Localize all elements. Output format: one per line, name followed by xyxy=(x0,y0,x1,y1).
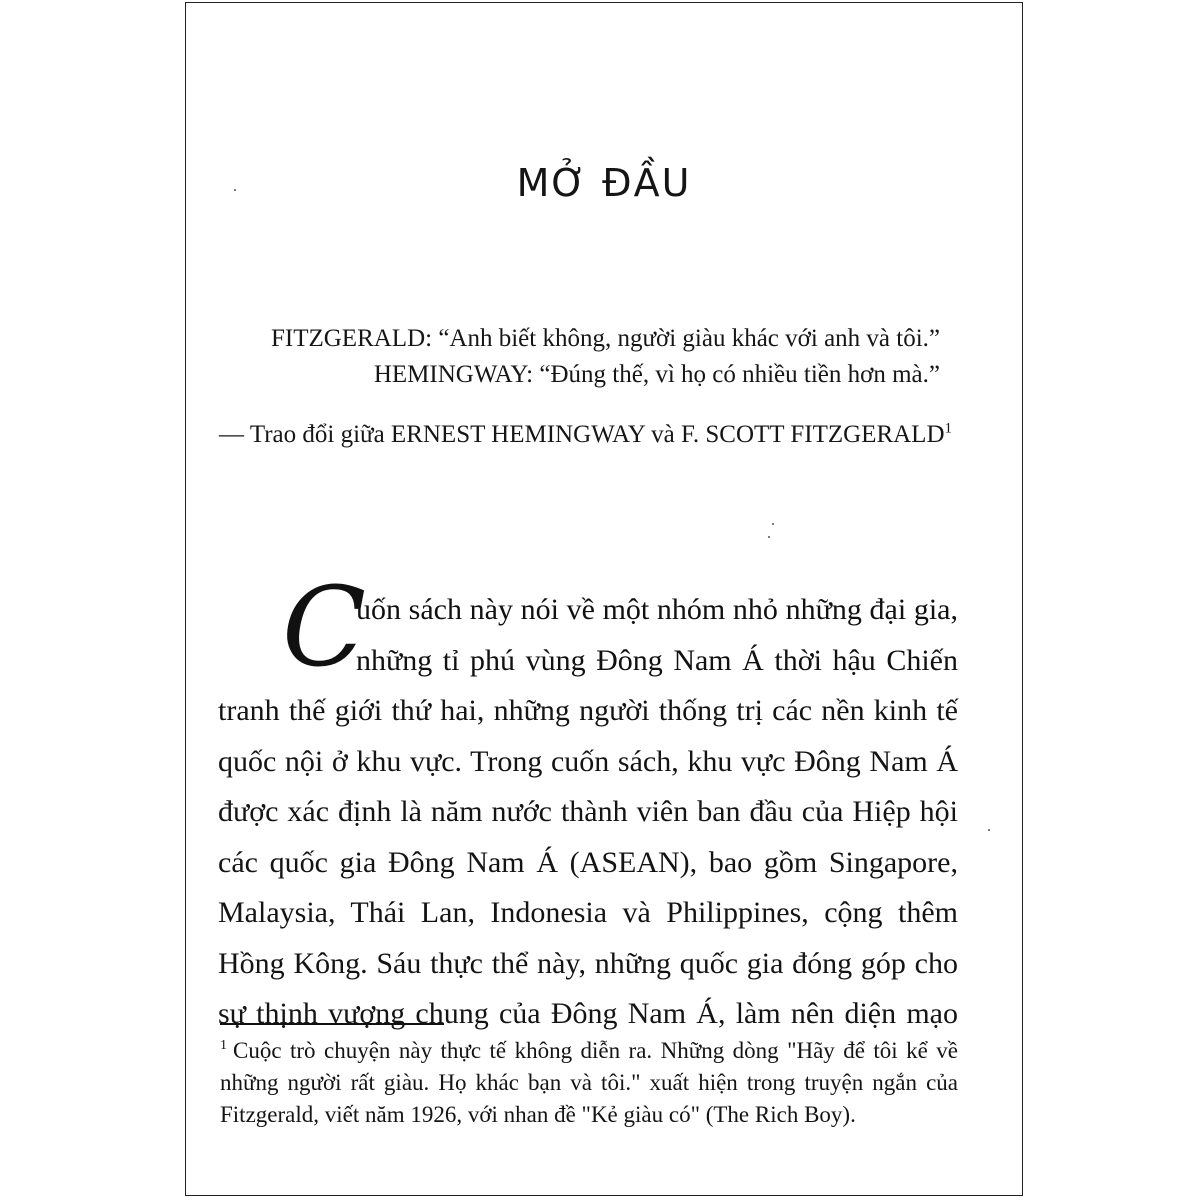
epigraph xyxy=(271,321,940,393)
body-line: Malaysia, Thái Lan, Indonesia và Philippines, cộng thêm xyxy=(218,896,958,929)
footnote-divider xyxy=(220,1023,444,1025)
body-line: tranh thế giới thứ hai, những người thống trị các nền kinh tế xyxy=(218,694,958,727)
attribution-footnote-mark: 1 xyxy=(944,420,952,437)
footnote xyxy=(220,1035,958,1131)
footnote-line: những người rất giàu. Họ khác bạn và tôi." xuất hiện trong truyện ngắn của xyxy=(220,1070,958,1095)
body-line: sự thịnh vượng chung của Đông Nam Á, làm nên diện mạo xyxy=(218,997,958,1030)
paper-speck xyxy=(234,189,236,191)
drop-cap: C xyxy=(282,563,367,691)
epigraph-line-fitzgerald: FITZGERALD: “Anh biết không, người giàu khác với anh và tôi.” xyxy=(270,325,940,352)
paper-speck xyxy=(772,523,774,525)
chapter-title: MỞ ĐẦU xyxy=(516,161,692,205)
body-line: quốc nội ở khu vực. Trong cuốn sách, khu vực Đông Nam Á xyxy=(218,744,958,778)
body-line: những tỉ phú vùng Đông Nam Á thời hậu Chiến xyxy=(356,643,958,677)
paper-speck xyxy=(768,536,770,538)
epigraph-line-hemingway: HEMINGWAY: “Đúng thế, vì họ có nhiều tiền hơn mà.” xyxy=(373,361,940,388)
footnote-mark: 1 xyxy=(220,1038,227,1054)
body-line: được xác định là năm nước thành viên ban đầu của Hiệp hội xyxy=(218,795,958,828)
footnote-line: Fitzgerald, viết năm 1926, với nhan đề "Kẻ giàu có" (The Rich Boy). xyxy=(220,1102,856,1127)
footnote-line: $^1$ Cuộc trò chuyện này thực tế không diễn ra. Những dòng "Hãy để tôi kể về xyxy=(220,1038,958,1063)
body-line: uốn sách này nói về một nhóm nhỏ những đại gia, xyxy=(356,593,958,626)
book-page xyxy=(185,2,1023,1196)
paper-speck xyxy=(988,829,990,831)
body-paragraph xyxy=(218,585,958,1040)
attribution-text: — Trao đổi giữa ERNEST HEMINGWAY và F. SCOTT FITZGERALD xyxy=(219,421,945,448)
body-line: Hồng Kông. Sáu thực thể này, những quốc gia đóng góp cho xyxy=(218,946,958,980)
epigraph-attribution xyxy=(219,421,952,449)
body-line: các quốc gia Đông Nam Á (ASEAN), bao gồm Singapore, xyxy=(218,845,958,879)
